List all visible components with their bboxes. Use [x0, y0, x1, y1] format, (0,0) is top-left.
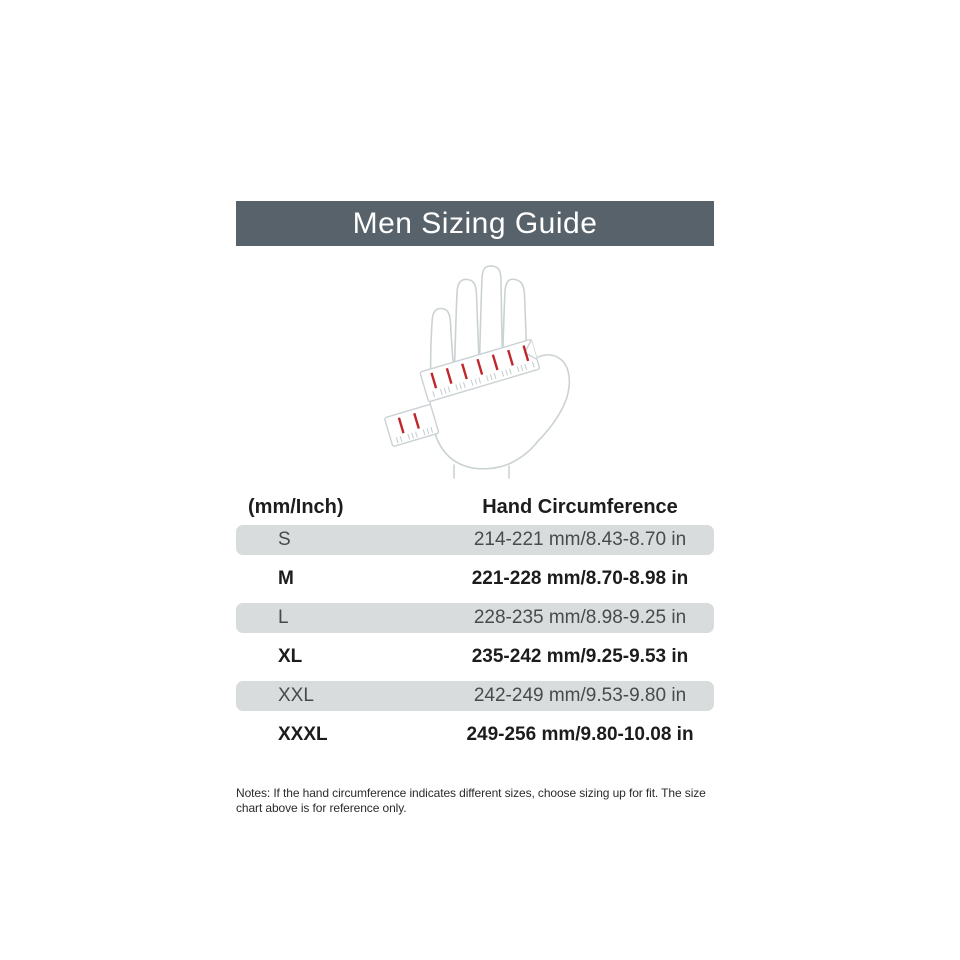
size-label: XXL	[278, 685, 314, 706]
size-label: S	[278, 529, 291, 550]
table-row-xxl	[236, 681, 714, 711]
table-row-m	[236, 564, 714, 594]
table-row-l	[236, 603, 714, 633]
size-table	[236, 525, 714, 750]
page-title: Men Sizing Guide	[352, 206, 598, 240]
size-label: M	[278, 568, 294, 589]
size-value: 242-249 mm/9.53-9.80 in	[473, 685, 687, 706]
notes-text: Notes: If the hand circumference indicates different sizes, choose sizing up for fit. The size chart above is for reference only.	[236, 786, 706, 815]
title-bar	[236, 201, 714, 246]
tape-loose-end	[384, 404, 439, 446]
hand-with-measuring-tape-icon	[380, 259, 600, 479]
table-row-xxxl	[236, 720, 714, 750]
table-header-row	[236, 490, 714, 525]
size-value: 249-256 mm/9.80-10.08 in	[466, 724, 694, 745]
size-label: XL	[278, 646, 303, 667]
sizing-guide-sheet	[236, 201, 714, 816]
size-value: 214-221 mm/8.43-8.70 in	[473, 529, 687, 550]
table-row-s	[236, 525, 714, 555]
column-header-size-unit: (mm/Inch)	[248, 496, 344, 518]
size-label: L	[278, 607, 289, 628]
size-label: XXXL	[278, 724, 328, 745]
hand-illustration-area	[236, 246, 714, 490]
column-header-hand-circumference: Hand Circumference	[482, 496, 678, 518]
size-value: 228-235 mm/8.98-9.25 in	[473, 607, 687, 628]
table-row-xl	[236, 642, 714, 672]
size-value: 235-242 mm/9.25-9.53 in	[471, 646, 689, 667]
size-value: 221-228 mm/8.70-8.98 in	[471, 568, 689, 589]
